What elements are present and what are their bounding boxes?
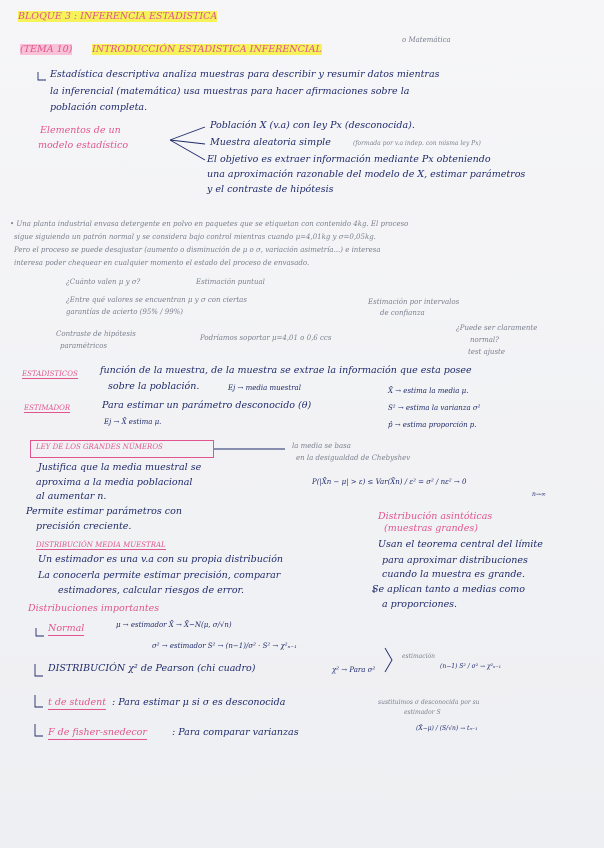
asintoticas-line-3: cuando la muestra es grande. bbox=[382, 569, 526, 580]
ejemplo-a2b: de confianza bbox=[380, 309, 425, 317]
intro-line-1: Estadística descriptiva analiza muestras para describir y resumir datos mientras bbox=[50, 69, 440, 80]
ejemplo-a3: Podríamos soportar μ=4,01 o 0,6 ccs bbox=[200, 334, 332, 342]
estimador-line-2: Ej → X̄ estima μ. bbox=[104, 418, 162, 426]
importantes-chi-estimacion: estimación bbox=[402, 653, 435, 660]
ejemplo-a4a: ¿Puede ser claramente bbox=[456, 324, 538, 332]
intro-line-3: población completa. bbox=[50, 102, 148, 113]
media-muestral-line-2: La conocerla permite estimar precisión, comparar bbox=[38, 570, 281, 581]
estimador-varianza: S² → estima la varianza σ² bbox=[388, 404, 481, 412]
elementos-muestra-note: (formada por v.a indep. con misma ley Px) bbox=[353, 140, 481, 147]
ejemplo-q1: ¿Cuánto valen μ y σ? bbox=[66, 278, 141, 286]
elementos-objetivo-3: y el contraste de hipótesis bbox=[207, 184, 334, 195]
estimador-label: ESTIMADOR bbox=[24, 404, 71, 412]
asintoticas-line-1: Usan el teorema central del límite bbox=[378, 539, 543, 550]
importantes-chi-formula: χ² → Para σ² bbox=[332, 666, 376, 674]
ley-line-2: aproxima a la media poblacional bbox=[36, 477, 193, 488]
ejemplo-a2a: Estimación por intervalos bbox=[368, 298, 460, 306]
estimador-line-1: Para estimar un parámetro desconocido (θ) bbox=[102, 400, 312, 411]
ejemplo-line-3: Pero el proceso se puede desajustar (aumento o disminución de μ o σ, variación asimetría...) e interesa bbox=[14, 246, 381, 254]
brace-chi bbox=[385, 648, 392, 672]
hook-f bbox=[35, 724, 43, 736]
ejemplo-q2a: ¿Entre qué valores se encuentran μ y σ con ciertas bbox=[66, 296, 247, 304]
elementos-objetivo-2: una aproximación razonable del modelo de X, estimar parámetros bbox=[207, 169, 526, 180]
hook-intro bbox=[38, 72, 46, 80]
ejemplo-a1: Estimación puntual bbox=[196, 278, 265, 286]
ejemplo-line-2: sigue siguiendo un patrón normal y se considera bajo control mientras cuando μ=4,01kg y σ=0,05kg. bbox=[14, 233, 376, 241]
arrow-poblacion bbox=[170, 127, 205, 140]
media-muestral-title: DISTRIBUCIÓN MEDIA MUESTRAL bbox=[36, 541, 166, 549]
importantes-normal-formula-1: μ → estimador X̄ → X̄~N(μ, σ/√n) bbox=[116, 621, 232, 629]
estimador-media: X̄ → estima la media μ. bbox=[388, 387, 469, 395]
media-muestral-line-1: Un estimador es una v.a con su propia distribución bbox=[38, 554, 284, 565]
asintoticas-title-2: (muestras grandes) bbox=[384, 523, 478, 534]
ley-limit: n→∞ bbox=[532, 491, 546, 498]
ejemplo-q3b: paramétricos bbox=[60, 342, 108, 350]
hook-normal bbox=[36, 628, 44, 636]
estadisticos-line-2: sobre la población. bbox=[108, 381, 200, 392]
ley-line-1: Justifica que la media muestral se bbox=[38, 462, 202, 473]
elementos-poblacion: Población X (v.a) con ley Px (desconocida). bbox=[210, 120, 415, 131]
importantes-normal: Normal bbox=[48, 623, 85, 634]
elementos-title-2: modelo estadístico bbox=[38, 140, 129, 151]
media-muestral-line-3: estimadores, calcular riesgos de error. bbox=[58, 585, 245, 596]
ley-note-2: en la desigualdad de Chebyshev bbox=[296, 454, 411, 462]
side-note-matematica: o Matemática bbox=[402, 36, 451, 44]
estadisticos-label: ESTADISTICOS bbox=[22, 370, 78, 378]
bloque-title: BLOQUE 3 : INFERENCIA ESTADISTICA bbox=[18, 11, 218, 22]
asintoticas-line-5: a proporciones. bbox=[382, 599, 458, 610]
hook-t bbox=[35, 695, 43, 707]
ley-permite-2: precisión creciente. bbox=[36, 521, 132, 532]
importantes-normal-formula-2: σ² → estimador S² → (n−1)/σ² · S² → χ²ₙ₋₁ bbox=[152, 642, 297, 650]
importantes-title: Distribuciones importantes bbox=[28, 603, 160, 614]
elementos-objetivo-1: El objetivo es extraer información mediante Px obteniendo bbox=[207, 154, 491, 165]
hook-chi bbox=[35, 664, 43, 676]
tema-title: INTRODUCCIÓN ESTADISTICA INFERENCIAL bbox=[92, 44, 322, 55]
asintoticas-title-1: Distribución asintóticas bbox=[378, 511, 493, 522]
ejemplo-q3a: Contraste de hipótesis bbox=[56, 330, 136, 338]
ley-line-3: al aumentar n. bbox=[36, 491, 107, 502]
ejemplo-line-4: interesa poder chequear en cualquier momento el estado del proceso de envasado. bbox=[14, 259, 310, 267]
importantes-t-note-2: estimador S bbox=[404, 709, 441, 716]
ley-formula: P(|X̄n − μ| > ε) ≤ Var(X̄n) / ε² = σ² / nε² → 0 bbox=[312, 478, 467, 486]
ley-permite-1: Permite estimar parámetros con bbox=[26, 506, 182, 517]
asintoticas-line-2: para aproximar distribuciones bbox=[382, 555, 528, 566]
importantes-t-label: t de student bbox=[48, 697, 107, 708]
tema-label: (TEMA 10) bbox=[20, 44, 73, 55]
elementos-muestra: Muestra aleatoria simple bbox=[210, 137, 331, 148]
importantes-t-text: : Para estimar μ si σ es desconocida bbox=[112, 697, 286, 708]
importantes-chi-formula-2: (n−1) S² / σ² → χ²ₙ₋₁ bbox=[440, 663, 502, 670]
intro-line-2: la inferencial (matemática) usa muestras para hacer afirmaciones sobre la bbox=[50, 86, 410, 97]
importantes-t-note-1: sustituimos σ desconocida por su bbox=[378, 699, 480, 706]
estimador-proporcion: p̂ → estima proporción p. bbox=[388, 421, 477, 429]
estadisticos-line-1: función de la muestra, de la muestra se extrae la información que esta posee bbox=[100, 365, 472, 376]
ejemplo-a4b: normal? bbox=[470, 336, 499, 344]
estadisticos-example: Ej → media muestral bbox=[228, 384, 301, 392]
importantes-chi-label: DISTRIBUCIÓN χ² de Pearson (chi cuadro) bbox=[48, 663, 256, 674]
ejemplo-a4c: test ajuste bbox=[468, 348, 505, 356]
elementos-title-1: Elementos de un bbox=[40, 125, 121, 136]
ejemplo-q2b: garantías de acierto (95% / 99%) bbox=[66, 308, 184, 316]
importantes-f-text: : Para comparar varianzas bbox=[172, 727, 299, 738]
importantes-t-formula: (X̄−μ) / (S/√n) → tₙ₋₁ bbox=[416, 725, 478, 732]
ley-label: LEY DE LOS GRANDES NÚMEROS bbox=[36, 443, 163, 451]
ejemplo-line-1: • Una planta industrial envasa detergente en polvo en paquetes que se etiquetan con contenido 4kg. El proceso bbox=[10, 220, 409, 228]
ley-note-1: la media se basa bbox=[292, 442, 351, 450]
asintoticas-line-4: Se aplican tanto a medias como bbox=[372, 584, 526, 595]
importantes-f-label: F de fisher-snedecor bbox=[48, 727, 147, 738]
